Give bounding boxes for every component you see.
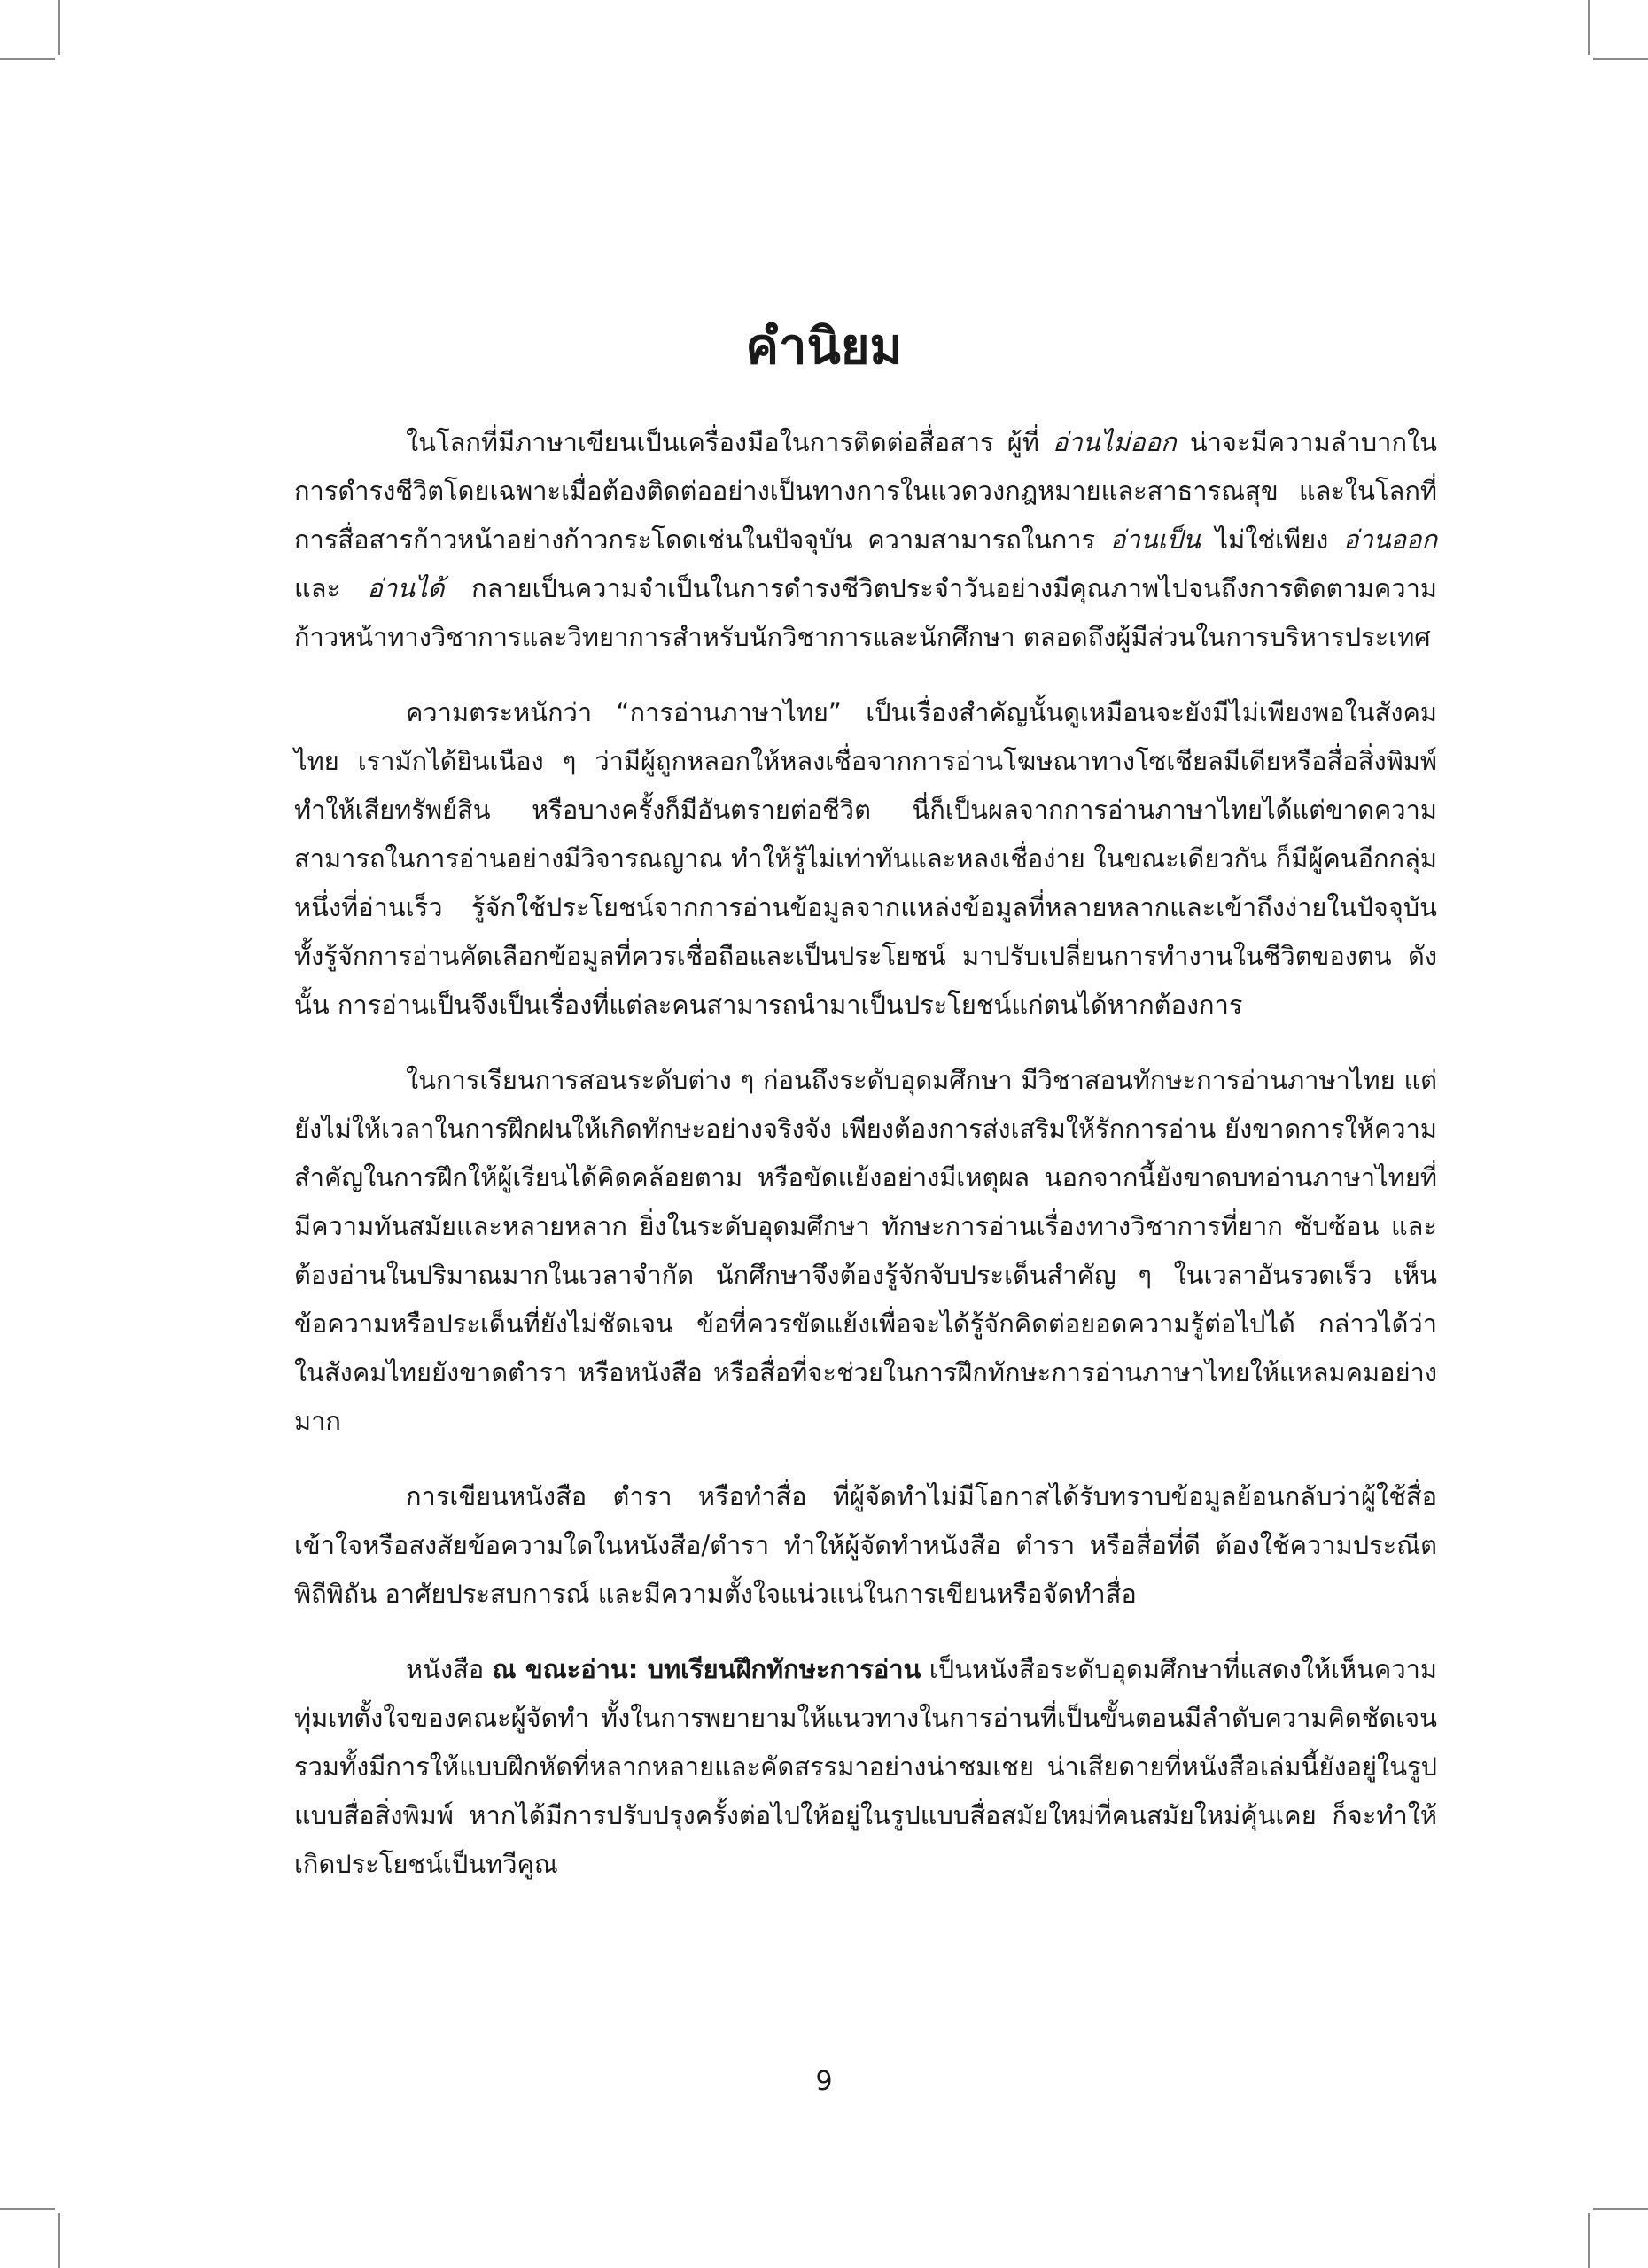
crop-mark-top-right-horizontal bbox=[1593, 58, 1648, 60]
text-run: กลายเป็นความจำเป็นในการดำรงชีวิตประจำวันอย่างมีคุณภาพไปจนถึงการติดตามความก้าวหน้าทางวิชาการและวิทยาการสำหรับนักวิชาการและนักศึกษา ตลอดถึงผู้มีส่วนในการบริหารประเทศ bbox=[294, 573, 1437, 652]
italic-phrase: อ่านเป็น bbox=[1110, 524, 1201, 555]
crop-mark-top-right bbox=[1588, 0, 1590, 55]
paragraph-5 bbox=[294, 1645, 1437, 1889]
crop-mark-bottom-left-horizontal bbox=[0, 2208, 55, 2210]
page-number: 9 bbox=[815, 2066, 833, 2097]
page-title: คำนิยม bbox=[745, 318, 903, 376]
text-run: และ bbox=[294, 573, 368, 603]
text-run: ความตระหนักว่า “การอ่านภาษาไทย” เป็นเรื่องสำคัญนั้นดูเหมือนจะยังมีไม่เพียงพอในสังคมไทย เรามักได้ยินเนือง ๆ ว่ามีผู้ถูกหลอกให้หลงเชื่อจากการอ่านโฆษณาทางโซเชียลมีเดียหรือสื่อสิ่งพิมพ์ ทำให้เสียทรัพย์สิน หรือบางครั้งก็มีอันตรายต่อชีวิต นี่ก็เป็นผลจากการอ่านภาษาไทยได้แต่ขาดความสามารถในการอ่านอย่างมีวิจารณญาณ ทำให้รู้ไม่เท่าทันและหลงเชื่อง่าย ในขณะเดียวกัน ก็มีผู้คนอีกกลุ่มหนึ่งที่อ่านเร็ว รู้จักใช้ประโยชน์จากการอ่านข้อมูลจากแหล่งข้อมูลที่หลายหลากและเข้าถึงง่ายในปัจจุบัน ทั้งรู้จักการอ่านคัดเลือกข้อมูลที่ควรเชื่อถือและเป็นประโยชน์ มาปรับเปลี่ยนการทำงานในชีวิตของตน ดังนั้น การอ่านเป็นจึงเป็นเรื่องที่แต่ละคนสามารถนำมาเป็นประโยชน์แก่ตนได้หากต้องการ bbox=[294, 697, 1437, 1020]
paragraph-2 bbox=[294, 688, 1437, 1029]
paragraph-4 bbox=[294, 1472, 1437, 1619]
text-run: ในโลกที่มีภาษาเขียนเป็นเครื่องมือในการติดต่อสื่อสาร ผู้ที่ bbox=[406, 427, 1053, 457]
text-run: ในการเรียนการสอนระดับต่าง ๆ ก่อนถึงระดับอุดมศึกษา มีวิชาสอนทักษะการอ่านภาษาไทย แต่ยังไม่ให้เวลาในการฝึกฝนให้เกิดทักษะอย่างจริงจัง เพียงต้องการส่งเสริมให้รักการอ่าน ยังขาดการให้ความสำคัญในการฝึกให้ผู้เรียนได้คิดคล้อยตาม หรือขัดแย้งอย่างมีเหตุผล นอกจากนี้ยังขาดบทอ่านภาษาไทยที่มีความทันสมัยและหลายหลาก ยิ่งในระดับอุดมศึกษา ทักษะการอ่านเรื่องทางวิชาการที่ยาก ซับซ้อน และต้องอ่านในปริมาณมากในเวลาจำกัด นักศึกษาจึงต้องรู้จักจับประเด็นสำคัญ ๆ ในเวลาอันรวดเร็ว เห็นข้อความหรือประเด็นที่ยังไม่ชัดเจน ข้อที่ควรขัดแย้งเพื่อจะได้รู้จักคิดต่อยอดความรู้ต่อไปได้ กล่าวได้ว่า ในสังคมไทยยังขาดตำรา หรือหนังสือ หรือสื่อที่จะช่วยในการฝึกทักษะการอ่านภาษาไทยให้แหลมคมอย่างมาก bbox=[294, 1065, 1437, 1436]
foreword-body bbox=[294, 418, 1437, 1915]
italic-phrase: อ่านออก bbox=[1343, 524, 1437, 555]
italic-phrase: อ่านไม่ออก bbox=[1053, 427, 1177, 457]
crop-mark-top-left bbox=[58, 0, 60, 55]
text-run: การเขียนหนังสือ ตำรา หรือทำสื่อ ที่ผู้จัดทำไม่มีโอกาสได้รับทราบข้อมูลย้อนกลับว่าผู้ใช้สื่อเข้าใจหรือสงสัยข้อความใดในหนังสือ/ตำรา ทำให้ผู้จัดทำหนังสือ ตำรา หรือสื่อที่ดี ต้องใช้ความประณีต พิถีพิถัน อาศัยประสบการณ์ และมีความตั้งใจแน่วแน่ในการเขียนหรือจัดทำสื่อ bbox=[294, 1481, 1437, 1609]
text-run: น่าจะมีความลำบากในการดำรงชีวิตโดยเฉพาะเมื่อต้องติดต่ออย่างเป็นทางการในแวดวงกฎหมายและสาธารณสุข และในโลกที่การสื่อสารก้าวหน้าอย่างก้าวกระโดดเช่นในปัจจุบัน ความสามารถในการ bbox=[294, 427, 1437, 555]
text-run: ไม่ใช่เพียง bbox=[1200, 524, 1344, 555]
text-run: เป็นหนังสือระดับอุดมศึกษาที่แสดงให้เห็นความทุ่มเทตั้งใจของคณะผู้จัดทำ ทั้งในการพยายามให้แนวทางในการอ่านที่เป็นขั้นตอนมีลำดับความคิดชัดเจน รวมทั้งมีการให้แบบฝึกหัดที่หลากหลายและคัดสรรมาอย่างน่าชมเชย น่าเสียดายที่หนังสือเล่มนี้ยังอยู่ในรูปแบบสื่อสิ่งพิมพ์ หากได้มีการปรับปรุงครั้งต่อไปให้อยู่ในรูปแบบสื่อสมัยใหม่ที่คนสมัยใหม่คุ้นเคย ก็จะทำให้เกิดประโยชน์เป็นทวีคูณ bbox=[294, 1654, 1438, 1879]
bold-phrase: ณ ขณะอ่าน: บทเรียนฝึกทักษะการอ่าน bbox=[492, 1654, 921, 1684]
crop-mark-top-left-horizontal bbox=[0, 58, 55, 60]
text-run: หนังสือ bbox=[406, 1654, 493, 1684]
italic-phrase: อ่านได้ bbox=[367, 573, 445, 603]
crop-mark-bottom-right-horizontal bbox=[1593, 2208, 1648, 2210]
crop-mark-bottom-right bbox=[1588, 2213, 1590, 2268]
paragraph-1 bbox=[294, 418, 1437, 662]
crop-mark-bottom-left bbox=[58, 2213, 60, 2268]
paragraph-3 bbox=[294, 1056, 1437, 1446]
